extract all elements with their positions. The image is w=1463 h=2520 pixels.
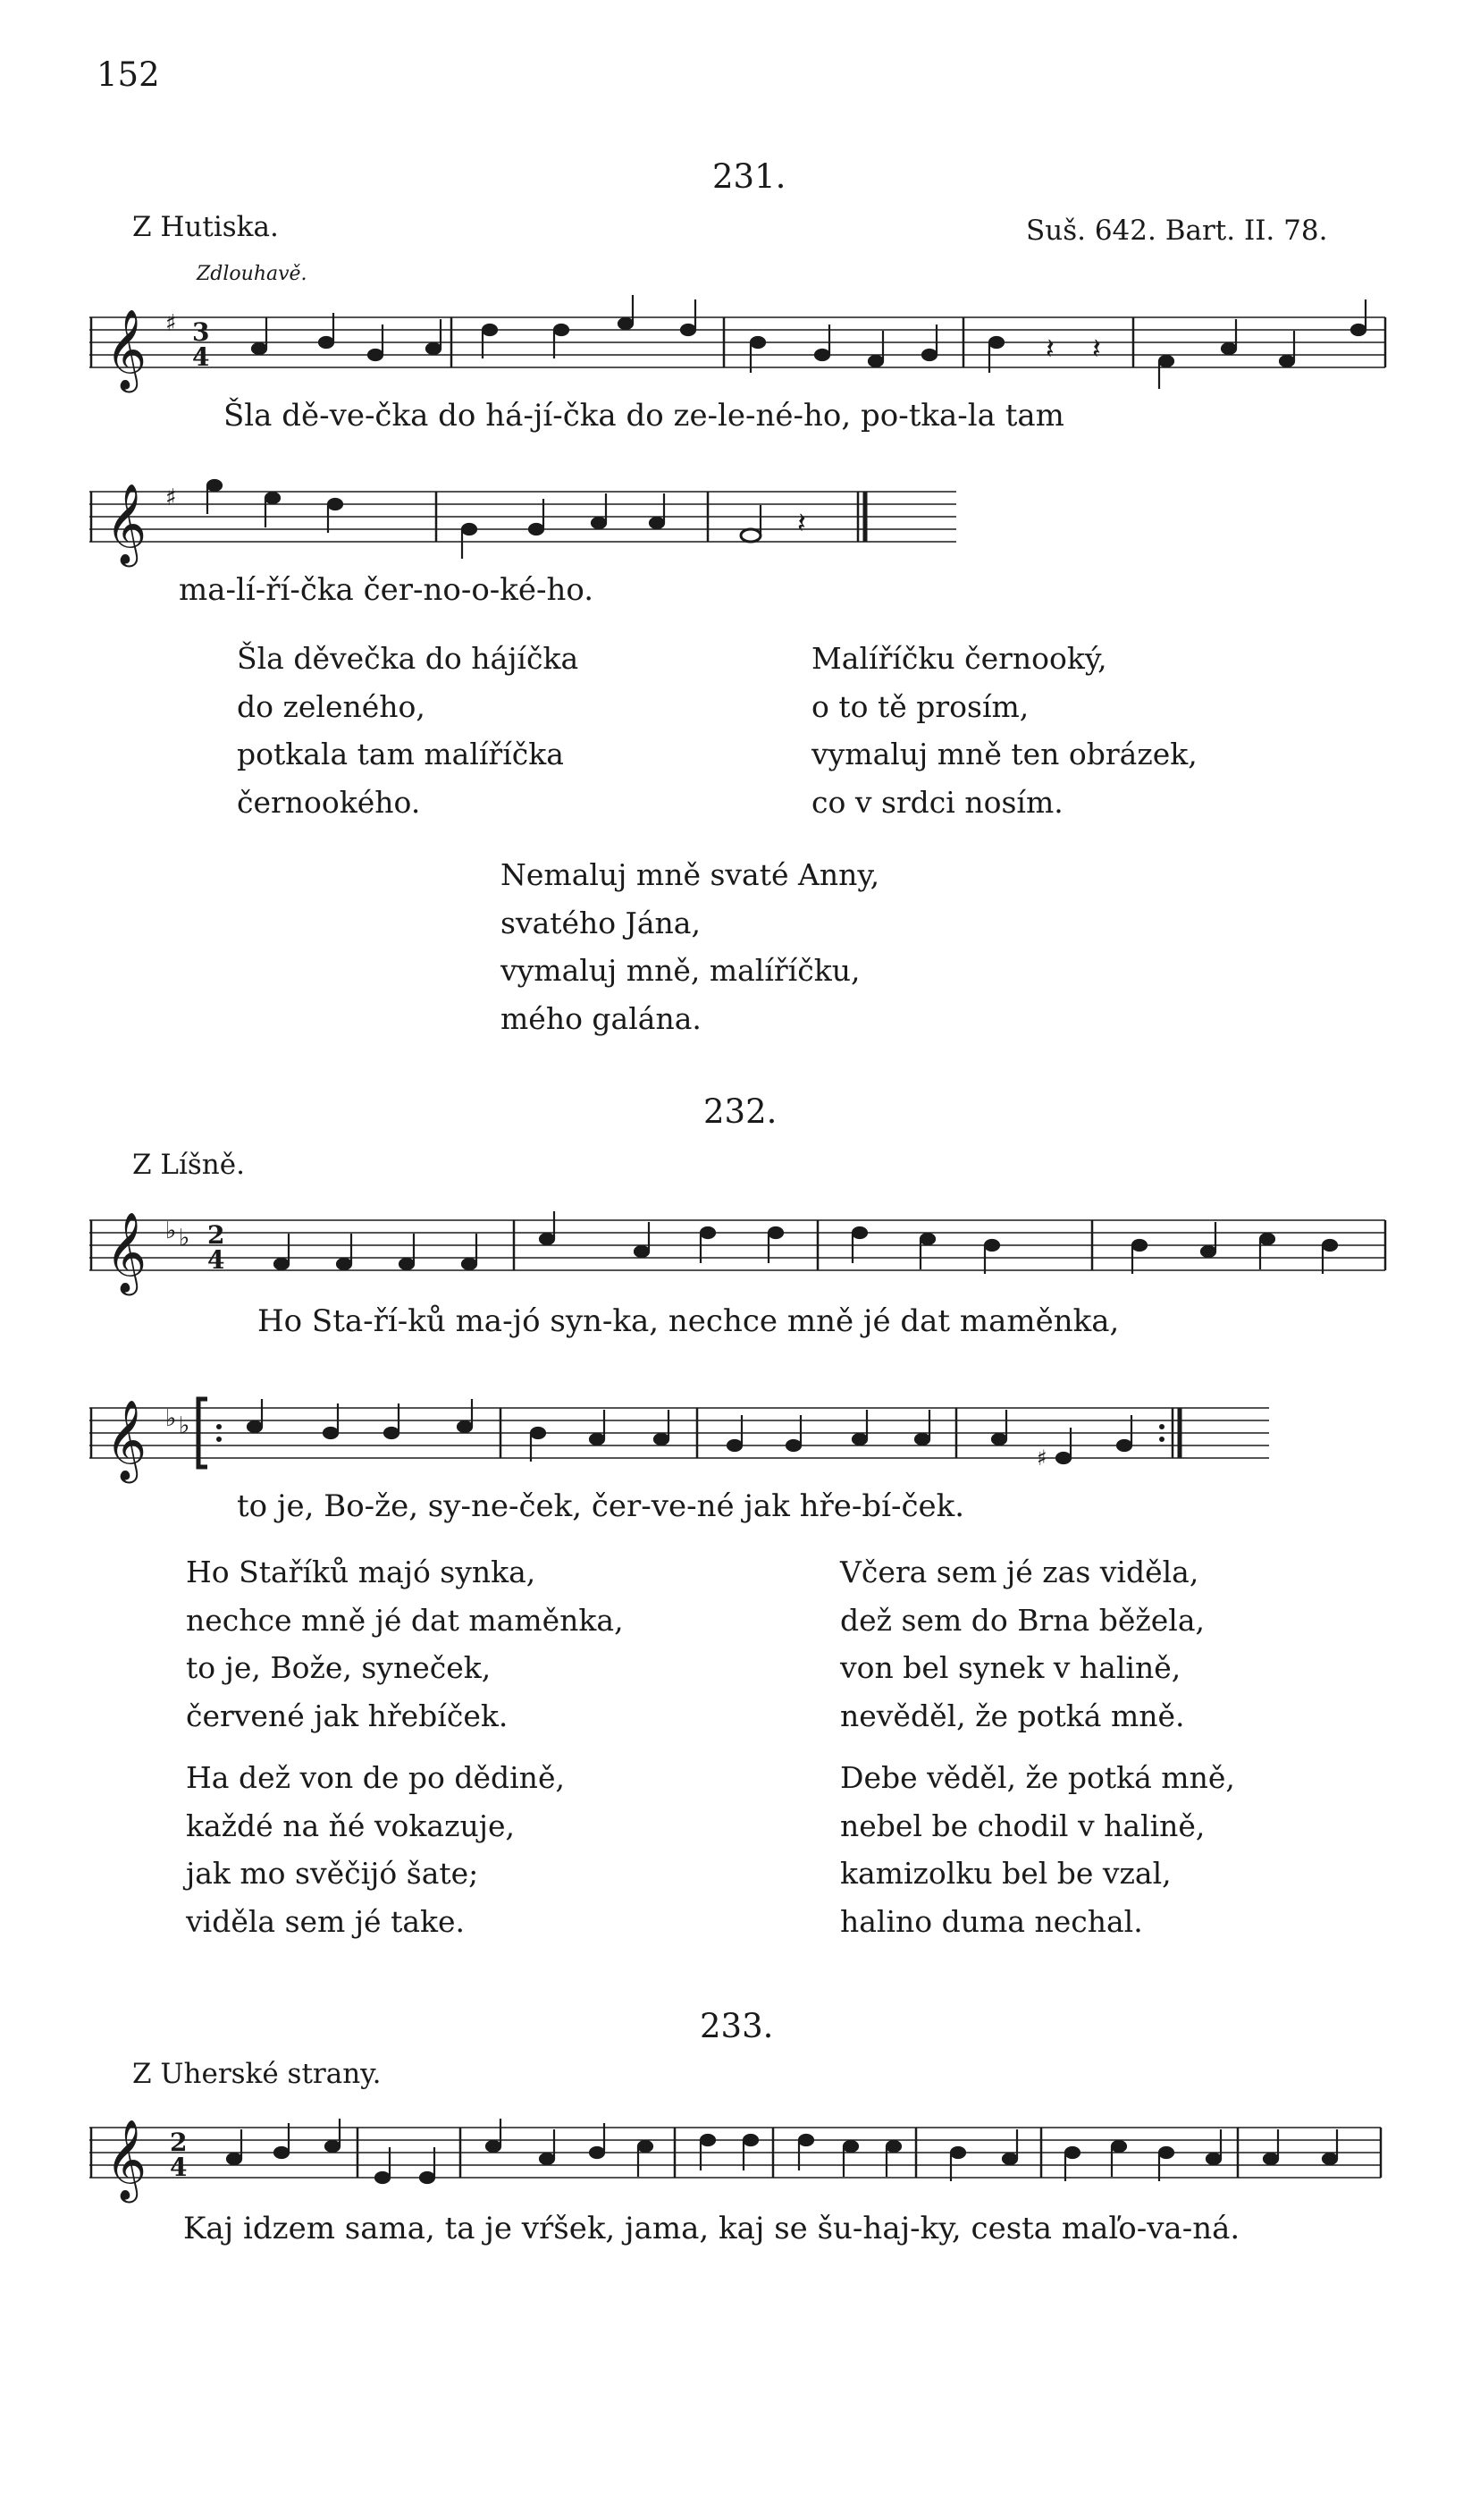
verse-line: to je, Bože, syneček, bbox=[186, 1650, 492, 1685]
verse-line: Ha dež von de po dědině, bbox=[186, 1760, 565, 1795]
svg-text:𝄽: 𝄽 bbox=[1046, 332, 1055, 366]
song-231-staff-2 bbox=[0, 465, 1463, 563]
page-number: 152 bbox=[97, 55, 160, 94]
svg-text:♯: ♯ bbox=[1037, 1445, 1047, 1471]
verse-line: vymaluj mně, malíříčku, bbox=[500, 953, 861, 988]
verse-line: Včera sem jé zas viděla, bbox=[840, 1555, 1199, 1589]
svg-text:𝄽: 𝄽 bbox=[1092, 332, 1101, 366]
song-231-number: 231. bbox=[712, 157, 786, 196]
verse-line: dež sem do Brna běžela, bbox=[840, 1602, 1205, 1638]
verse-line: halino duma nechal. bbox=[840, 1903, 1143, 1939]
song-233-number: 233. bbox=[700, 2007, 774, 2045]
song-231-lyrics-line-2: ma-lí-ří-čka čer-no-o-ké-ho. bbox=[179, 572, 594, 608]
verse-line: mého galána. bbox=[500, 1000, 702, 1036]
svg-text:4: 4 bbox=[192, 342, 210, 372]
svg-text:♭: ♭ bbox=[179, 1225, 190, 1252]
svg-text:𝄞: 𝄞 bbox=[105, 309, 147, 390]
svg-text:2: 2 bbox=[207, 1220, 225, 1250]
svg-text:♯: ♯ bbox=[165, 310, 177, 337]
song-231-verse-3 bbox=[500, 851, 879, 1042]
verse-line: Ho Staříků majó synka, bbox=[186, 1555, 536, 1589]
song-233-staff-1 bbox=[0, 2092, 1463, 2199]
verse-line: nebel be chodil v halině, bbox=[840, 1808, 1206, 1843]
verse-line: Nemaluj mně svaté Anny, bbox=[500, 857, 880, 892]
song-231-verse-2 bbox=[811, 635, 1198, 826]
song-232-verse-3 bbox=[186, 1754, 565, 1945]
song-232-lyrics-line-1: Ho Sta-ří-ků ma-jó syn-ka, nechce mně jé dat maměnka, bbox=[257, 1303, 1120, 1339]
song-231-origin: Z Hutiska. bbox=[132, 211, 279, 243]
verse-line: kamizolku bel be vzal, bbox=[840, 1856, 1172, 1891]
song-232-number: 232. bbox=[703, 1092, 778, 1131]
verse-line: vymaluj mně ten obrázek, bbox=[811, 737, 1198, 771]
song-232-verse-2 bbox=[840, 1548, 1205, 1740]
verse-line: Malíříčku černooký, bbox=[811, 641, 1107, 676]
svg-text:2: 2 bbox=[170, 2128, 188, 2157]
svg-text:𝄞: 𝄞 bbox=[105, 2120, 147, 2200]
verse-line: co v srdci nosím. bbox=[811, 784, 1064, 820]
svg-text:𝄞: 𝄞 bbox=[105, 484, 147, 564]
svg-text:𝄞: 𝄞 bbox=[105, 1400, 147, 1480]
verse-line: Šla děvečka do hájíčka bbox=[237, 641, 579, 676]
song-232-origin: Z Líšně. bbox=[132, 1149, 245, 1181]
svg-text:3: 3 bbox=[192, 317, 210, 347]
verse-line: jak mo svěčijó šate; bbox=[186, 1856, 479, 1891]
svg-text:♭: ♭ bbox=[165, 1218, 177, 1244]
song-232-verse-4 bbox=[840, 1754, 1235, 1945]
svg-text:4: 4 bbox=[207, 1245, 225, 1275]
svg-text:𝄞: 𝄞 bbox=[105, 1212, 147, 1293]
verse-line: nevěděl, že potká mně. bbox=[840, 1698, 1185, 1733]
song-232-verse-1 bbox=[186, 1548, 624, 1740]
svg-text:4: 4 bbox=[170, 2153, 188, 2182]
song-233-lyrics-line-1: Kaj idzem sama, ta je vŕšek, jama, kaj se šu-haj-ky, cesta maľo-va-ná. bbox=[183, 2211, 1240, 2246]
verse-line: nechce mně jé dat maměnka, bbox=[186, 1602, 624, 1638]
song-231-verse-1 bbox=[237, 635, 578, 826]
song-232-staff-1 bbox=[0, 1184, 1463, 1293]
song-232-staff-2 bbox=[0, 1372, 1463, 1479]
song-232-lyrics-line-2: to je, Bo-že, sy-ne-ček, čer-ve-né jak hře-bí-ček. bbox=[237, 1488, 965, 1524]
song-233-origin: Z Uherské strany. bbox=[132, 2058, 382, 2090]
verse-line: do zeleného, bbox=[237, 688, 425, 724]
verse-line: černookého. bbox=[237, 784, 421, 820]
song-231-source: Suš. 642. Bart. II. 78. bbox=[1026, 215, 1328, 247]
verse-line: svatého Jána, bbox=[500, 905, 701, 940]
svg-text:𝄽: 𝄽 bbox=[797, 506, 806, 540]
verse-line: každé na ňé vokazuje, bbox=[186, 1808, 515, 1843]
verse-line: červené jak hřebíček. bbox=[186, 1698, 509, 1733]
svg-text:♯: ♯ bbox=[165, 485, 177, 511]
svg-text:♭: ♭ bbox=[179, 1412, 190, 1439]
song-231-tempo: Zdlouhavě. bbox=[197, 263, 307, 285]
verse-line: von bel synek v halině, bbox=[840, 1650, 1181, 1685]
song-231-lyrics-line-1: Šla dě-ve-čka do há-jí-čka do ze-le-né-ho, po-tka-la tam bbox=[223, 398, 1064, 434]
song-231-staff-1 bbox=[0, 291, 1463, 389]
verse-line: o to tě prosím, bbox=[811, 688, 1030, 724]
svg-text:♭: ♭ bbox=[165, 1405, 177, 1432]
verse-line: potkala tam malíříčka bbox=[237, 737, 564, 771]
verse-line: Debe věděl, že potká mně, bbox=[840, 1760, 1235, 1795]
verse-line: viděla sem jé take. bbox=[186, 1903, 466, 1939]
